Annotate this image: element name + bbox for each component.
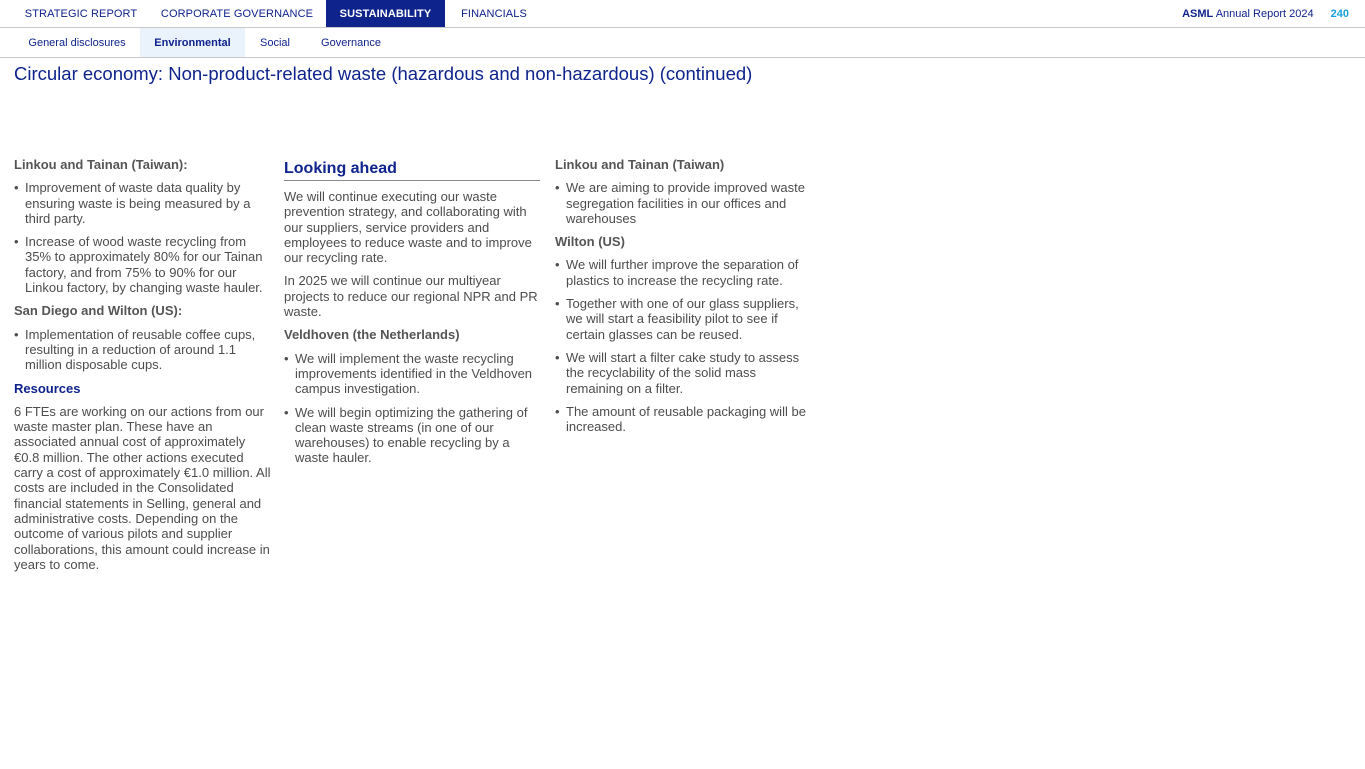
list-item: • Together with one of our glass suppliers, we will start a feasibility pilot to see if certain glasses can be reused. (555, 296, 811, 342)
subtab-environmental[interactable]: Environmental (140, 28, 245, 57)
report-brand (1182, 0, 1349, 27)
tab-strategic-report[interactable]: STRATEGIC REPORT (24, 8, 138, 20)
top-navigation (0, 0, 1365, 28)
list-item: • The amount of reusable packaging will be increased. (555, 404, 811, 435)
san-diego-wilton-heading: San Diego and Wilton (US): (14, 303, 183, 319)
linkou-tainan-ahead-heading: Linkou and Tainan (Taiwan) (555, 157, 725, 172)
report-name: Annual Report 2024 (1215, 8, 1314, 20)
list-item: • Improvement of waste data quality by ensuring waste is being measured by a third party. (14, 180, 272, 226)
subtab-social[interactable]: Social (260, 37, 290, 49)
looking-ahead-paragraph-1: We will continue executing our waste prevention strategy, and collaborating with our suppliers, service providers and employees to reduce waste and to improve our recycling rate. (284, 189, 532, 266)
tab-financials[interactable]: FINANCIALS (461, 8, 527, 20)
list-item: • We will start a filter cake study to assess the recyclability of the solid mass remaining on a filter. (555, 350, 811, 396)
resources-heading: Resources (14, 380, 81, 396)
list-item: • We are aiming to provide improved waste segregation facilities in our offices and warehouses (555, 180, 811, 226)
linkou-tainan-heading: Linkou and Tainan (Taiwan): (14, 157, 188, 172)
san-diego-wilton-list (14, 327, 272, 373)
brand-name: ASML (1182, 8, 1214, 20)
resources-paragraph: 6 FTEs are working on our actions from our waste master plan. These have an associated annual cost of approximately €0.8 million. The other actions executed carry a cost of approximately €1.0 million. All costs are included in the Consolidated financial statements in Selling, general and administrative costs. Depending on the outcome of various pilots and supplier collaborations, this amount could increase in years to come. (14, 403, 271, 572)
column-2 (284, 157, 540, 474)
page-number: 240 (1330, 8, 1349, 20)
subtab-general-disclosures[interactable]: General disclosures (28, 37, 126, 49)
tab-corporate-governance[interactable]: CORPORATE GOVERNANCE (160, 8, 314, 20)
list-item: • Implementation of reusable coffee cups, resulting in a reduction of around 1.1 million disposable cups. (14, 327, 272, 373)
page-title: Circular economy: Non-product-related waste (hazardous and non-hazardous) (continued) (14, 63, 753, 84)
column-1 (14, 157, 272, 580)
list-item: • We will implement the waste recycling improvements identified in the Veldhoven campus investigation. (284, 351, 540, 397)
looking-ahead-heading: Looking ahead (284, 159, 540, 181)
list-item: • We will begin optimizing the gathering of clean waste streams (in one of our warehouses) to enable recycling by a waste hauler. (284, 405, 540, 466)
wilton-heading: Wilton (US) (555, 234, 625, 250)
list-item: • Increase of wood waste recycling from 35% to approximately 80% for our Tainan factory, and from 75% to 90% for our Linkou factory, by changing waste hauler. (14, 234, 272, 295)
wilton-list (555, 257, 811, 434)
veldhoven-heading: Veldhoven (the Netherlands) (284, 327, 460, 343)
sub-navigation (0, 28, 1365, 58)
linkou-tainan-ahead-list (555, 180, 811, 226)
list-item: • We will further improve the separation of plastics to increase the recycling rate. (555, 257, 811, 288)
looking-ahead-paragraph-2: In 2025 we will continue our multiyear projects to reduce our regional NPR and PR waste. (284, 273, 538, 320)
veldhoven-list (284, 351, 540, 466)
tab-sustainability[interactable]: SUSTAINABILITY (326, 0, 445, 27)
linkou-tainan-list (14, 180, 272, 295)
column-3 (555, 157, 811, 442)
subtab-governance[interactable]: Governance (321, 37, 381, 49)
